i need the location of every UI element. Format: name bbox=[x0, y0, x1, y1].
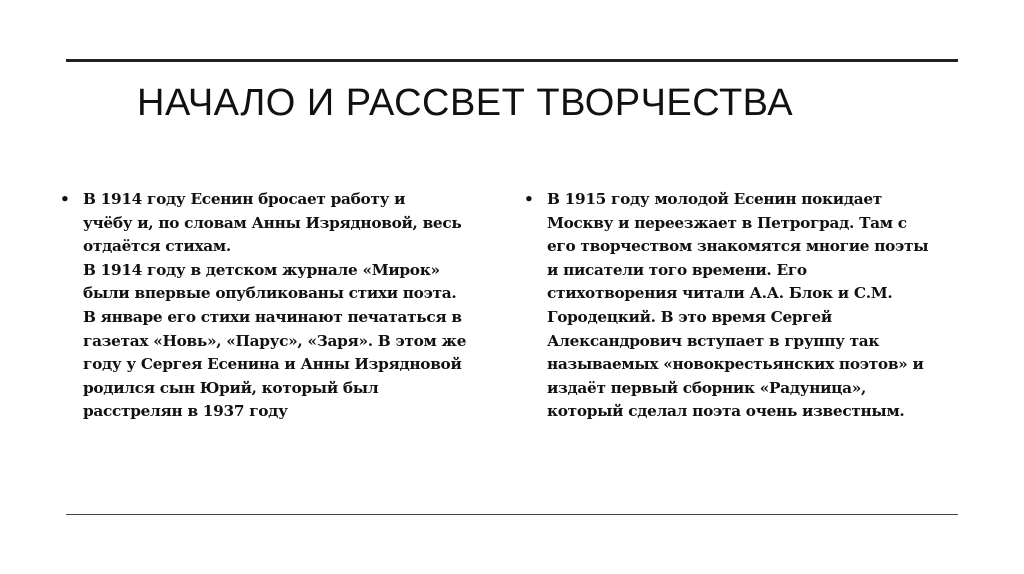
bullet-icon: • bbox=[60, 190, 70, 208]
left-bullet-block bbox=[60, 188, 466, 424]
text-line: были впервые опубликованы стихи поэта. bbox=[83, 284, 457, 303]
left-bullet-text bbox=[83, 188, 466, 424]
text-line: отдаётся стихам. bbox=[83, 237, 231, 256]
text-line: газетах «Новь», «Парус», «Заря». В этом же bbox=[83, 331, 467, 350]
text-line: и писатели того времени. Его bbox=[547, 260, 807, 279]
text-line: Городецкий. В это время Сергей bbox=[547, 307, 832, 326]
text-line: стихотворения читали А.А. Блок и С.М. bbox=[547, 284, 893, 303]
text-line: который сделал поэта очень известным. bbox=[547, 402, 905, 421]
text-line: В 1914 году Есенин бросает работу и bbox=[83, 190, 406, 208]
text-line: называемых «новокрестьянских поэтов» и bbox=[547, 355, 924, 374]
top-divider bbox=[66, 59, 958, 62]
text-line: родился сын Юрий, который был bbox=[83, 378, 379, 397]
text-line: его творчеством знакомятся многие поэты bbox=[547, 237, 929, 256]
text-line: Москву и переезжает в Петроград. Там с bbox=[547, 213, 907, 232]
text-line: издаёт первый сборник «Радуница», bbox=[547, 378, 867, 397]
text-line: расстрелян в 1937 году bbox=[83, 402, 288, 421]
text-line: учёбу и, по словам Анны Изрядновой, весь bbox=[83, 213, 462, 232]
text-line: В январе его стихи начинают печататься в bbox=[83, 307, 462, 326]
text-line: В 1914 году в детском журнале «Мирок» bbox=[83, 260, 440, 279]
bottom-divider bbox=[66, 514, 958, 515]
text-line: году у Сергея Есенина и Анны Изрядновой bbox=[83, 355, 462, 374]
right-bullet-block bbox=[524, 188, 928, 424]
slide-title: НАЧАЛО И РАССВЕТ ТВОРЧЕСТВА bbox=[137, 82, 794, 124]
bullet-icon: • bbox=[524, 190, 534, 208]
right-bullet-text bbox=[547, 188, 928, 424]
text-line: В 1915 году молодой Есенин покидает bbox=[547, 190, 882, 208]
text-line: Александрович вступает в группу так bbox=[547, 331, 880, 350]
